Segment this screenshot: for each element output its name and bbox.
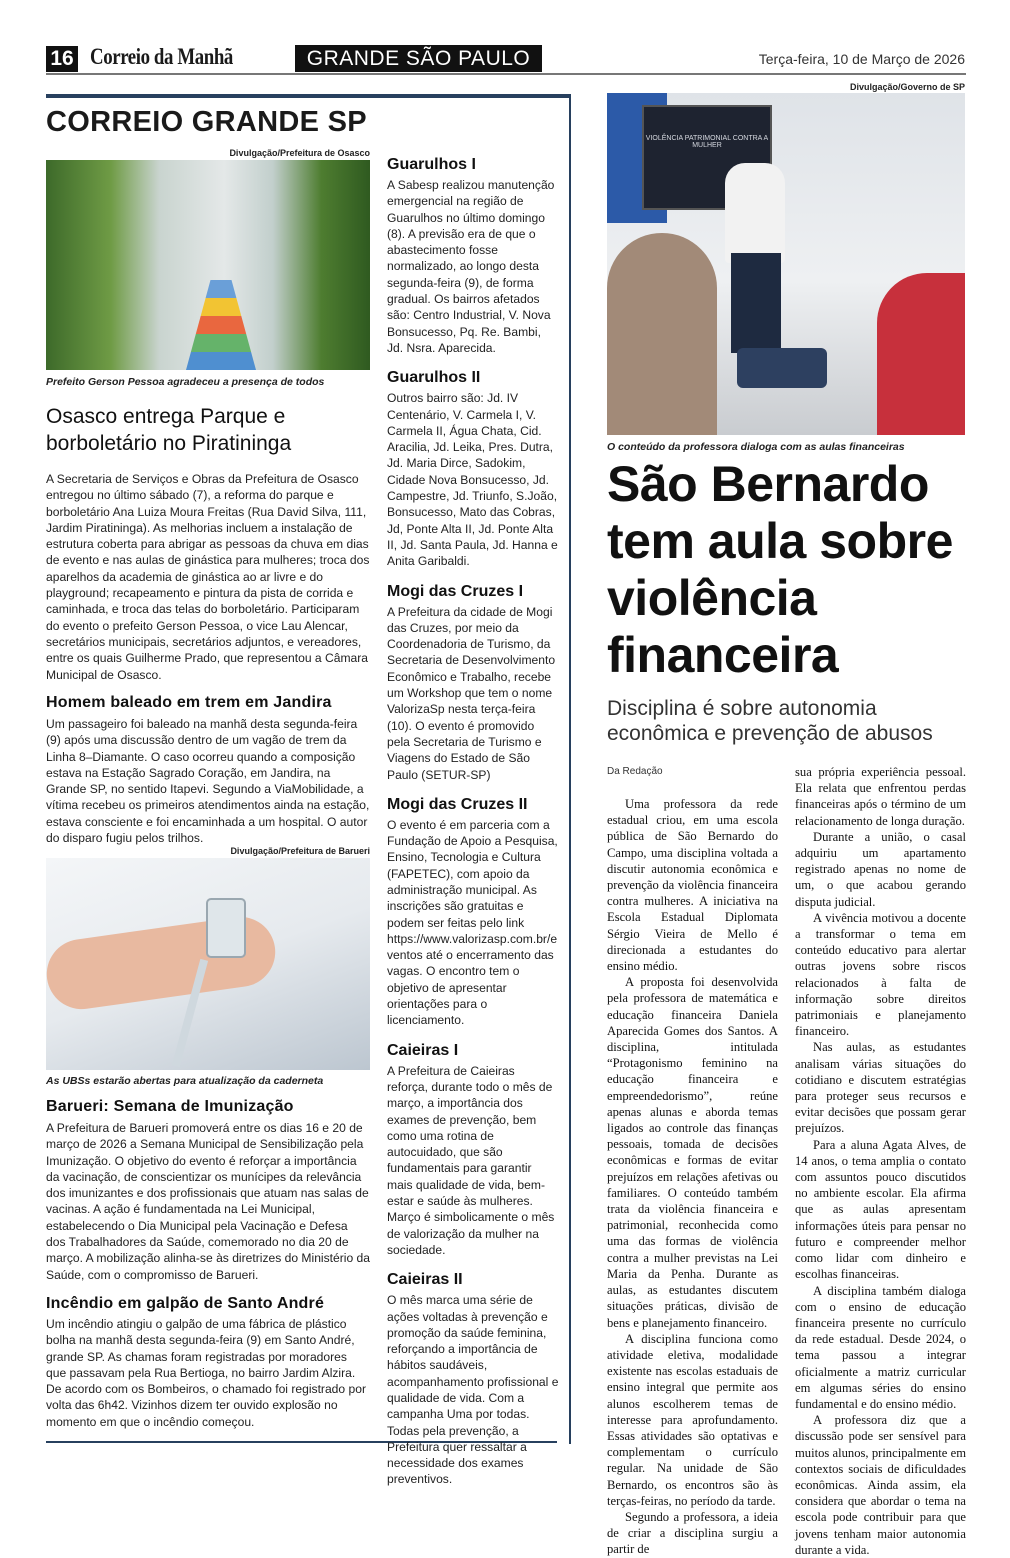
- page-number: 16: [46, 46, 78, 72]
- note-title: Caieiras II: [387, 1271, 463, 1289]
- paragraph: A proposta foi desenvolvida pela professora de matemática e educação financeira Daniela Aparecida Gomes dos Santos. A disciplina, intitulada “Protagonismo feminino na educação financeira e empreendedorismo”, reúne apenas alunas e aborda temas ligados ao controle das finanças pessoais, tomada de decisões econômicas e formas de evitar prejuízos em relações afetivas ou familiares. O conteúdo também trata da violência financeira e patrimonial, reconhecida como uma das formas de violência contra a mulher previstas na Lei Maria da Penha. Durante as aulas, as estudantes discutem situações práticas, divisão de bens e planejamento financeiro.: [607, 975, 778, 1330]
- newspaper-logo: Correio da Manhã: [90, 44, 233, 69]
- paragraph: Uma professora da rede estadual criou, em uma escola pública de São Bernardo do Campo, uma disciplina voltada a discutir autonomia econômica e prevenção da violência financeira contra mulheres. A iniciativa na Escola Estadual Diplomata Sérgio Vieira de Mello é direcionada a estudantes do ensino médio.: [607, 797, 778, 974]
- photo-caption: O conteúdo da professora dialoga com as aulas financeiras: [607, 441, 905, 453]
- paragraph: Para a aluna Agata Alves, de 14 anos, o tema amplia o contato com assuntos pouco discutidos no ambiente escolar. Ela afirma que as aulas apresentam informações úteis para pensar no futuro e compreender melhor como lidar com dinheiro e escolhas financeiras.: [795, 1137, 966, 1282]
- article-body: A Prefeitura de Barueri promoverá entre os dias 16 e 20 de março de 2026 a Semana Municipal de Sensibilização pela Imunização. O objetivo do evento é reforçar a importância da vacinação, de conscientizar os munícipes da relevância dos imunizantes e dos profissionais que atuam nas salas de vacinas. A ação é fundamentada na Lei Municipal, estabelecendo o Dia Municipal pela Vacinação e Defesa dos Trabalhadores da Saúde, comemorado no dia 20 de março. A mobilização alinha-se às diretrizes do Ministério da Saúde, com o compromisso de Barueri.: [46, 1121, 370, 1282]
- main-headline: São Bernardo tem aula sobre violência financeira: [607, 456, 953, 683]
- paragraph: A vivência motivou a docente a transformar o tema em conteúdo educativo para alertar outras jovens sobre riscos relacionados à falta de informação sobre direitos patrimoniais e planejamento financeiro.: [795, 910, 966, 1039]
- paragraph: A disciplina funciona como atividade eletiva, modalidade existente nas escolas estaduais de ensino integral que permite aos alunos escolherem temas de interesse para aprofundamento. Essas atividades são optativas e complementam o currículo regular. Na unidade de São Bernardo, os encontros são às terças-feiras, no período da tarde.: [607, 1331, 778, 1508]
- pencil-case: [737, 348, 827, 388]
- notes-column: [387, 156, 559, 1501]
- note-body: A Sabesp realizou manutenção emergencial na região de Guarulhos no último domingo (8). A previsão era de que o abastecimento fosse normalizado, ao longo desta segunda-feira (9), de forma gradual. Os bairros afetados são: Centro Industrial, V. Nova Bonsucesso, Pq. Re. Bambi, Jd. Nsra. Aparecida.: [387, 178, 555, 355]
- paragraph: Nas aulas, as estudantes analisam várias situações do cotidiano e discutem estratégias para proteger seus recursos e evitar decisões que possam gerar prejuízos.: [795, 1040, 966, 1136]
- note-title: Caieiras I: [387, 1041, 459, 1059]
- photo-credit: Divulgação/Prefeitura de Osasco: [229, 148, 370, 158]
- article-column-1: [607, 796, 778, 1558]
- article-body: Um incêndio atingiu o galpão de uma fábrica de plástico bolha na manhã desta segunda-feira (9) em Santo André, grande SP. As chamas foram registradas por moradores que passavam pela Rua Bertioga, no bairro Jardim Alzira. De acordo com os Bombeiros, o chamado foi registrado por volta das 6h42. Vizinhos dizem ter ouvido explosão no momento em que o incêndio começou.: [46, 1317, 366, 1429]
- article-headline: Incêndio em galpão de Santo André: [46, 1295, 325, 1312]
- photo-credit: Divulgação/Governo de SP: [849, 82, 965, 92]
- box-title: CORREIO GRANDE SP: [46, 106, 367, 138]
- vaccine-photo: [46, 858, 370, 1070]
- photo-caption: As UBSs estarão abertas para atualização da caderneta: [46, 1075, 324, 1087]
- note-title: Guarulhos II: [387, 369, 481, 387]
- article-headline: Barueri: Semana de Imunização: [46, 1098, 294, 1115]
- main-subtitle: Disciplina é sobre autonomia econômica e prevenção de abusos: [607, 697, 933, 745]
- paragraph: A disciplina também dialoga com o ensino de educação financeira presente no currículo da rede estadual. Desde 2024, o tema passou a integrar oficialmente a matriz curricular em algumas séries do ensino fundamental e do ensino médio.: [795, 1283, 966, 1411]
- header-divider: [46, 73, 966, 75]
- student-figure: [877, 273, 965, 435]
- park-photo: [46, 160, 370, 370]
- box-top-rule: [46, 94, 571, 98]
- note-title: Mogi das Cruzes I: [387, 582, 524, 600]
- paragraph: A professora diz que a discussão pode ser sensível para muitos alunos, principalmente em contextos sociais de dificuldades econômicas. Ainda assim, ela considera que abordar o tema na escola pode contribuir para que jovens tenham maior autonomia durante a vida.: [795, 1413, 966, 1557]
- issue-date: Terça-feira, 10 de Março de 2026: [758, 51, 965, 67]
- teacher-figure: [725, 163, 785, 263]
- note-body: O mês marca uma série de ações voltadas à prevenção e promoção da saúde feminina, reforçando a importância de hábitos saudáveis, acompanhamento profissional e qualidade de vida. Com a campanha Uma por todas. Todas pela prevenção, a Prefeitura quer ressaltar a necessidade dos exames preventivos.: [387, 1293, 559, 1487]
- vial-shape: [206, 898, 246, 958]
- article-body: Um passageiro foi baleado na manhã desta segunda-feira (9) após uma discussão dentro de um vagão de trem da Linha 8–Diamante. O caso ocorreu quando a composição estava na Estação Sagrado Coração, em Jandira, na Grande SP, no sentido Itapevi. Segundo a ViaMobilidade, a vítima recebeu os primeiros atendimentos ainda na estação, estava consciente e foi encaminhada a um hospital. O autor do disparo fugiu pelos trilhos.: [46, 717, 370, 846]
- photo-credit: Divulgação/Prefeitura de Barueri: [230, 846, 370, 856]
- paragraph: Segundo a professora, a ideia de criar a disciplina surgiu a partir de: [607, 1509, 778, 1557]
- box-side-rule: [569, 94, 571, 1444]
- paragraph: Durante a união, o casal adquiriu um apartamento registrado apenas no nome de um, o que acabou gerando disputa judicial.: [795, 829, 966, 909]
- slide-text: VIOLÊNCIA PATRIMONIAL CONTRA A MULHER: [645, 135, 769, 149]
- note-body: O evento é em parceria com a Fundação de Apoio a Pesquisa, Ensino, Tecnologia e Cultura (FAPETEC), com apoio da administração municipal. As inscrições são gratuitas e podem ser feitas pelo link https://www.valorizasp.com.br/eventos até o encerramento das vagas. O encontro tem o objetivo de apresentar orientações para o licenciamento.: [387, 817, 558, 1028]
- paragraph: sua própria experiência pessoal. Ela relata que enfrentou perdas financeiras após o término de um relacionamento de longa duração.: [795, 765, 966, 828]
- photo-caption: Prefeito Gerson Pessoa agradeceu a presença de todos: [46, 376, 325, 388]
- note-body: A Prefeitura da cidade de Mogi das Cruzes, por meio da Coordenadoria de Turismo, da Secretaria de Desenvolvimento Econômico e Trabalho, recebe um Workshop que tem o nome ValorizaSp nesta terça-feira (10). O evento é promovido pela Secretaria de Turismo e Viagens do Estado de São Paulo (SETUR-SP): [387, 604, 556, 782]
- article-body: A Secretaria de Serviços e Obras da Prefeitura de Osasco entregou no último sábado (7), a reforma do parque e borboletário Ana Luiza Moura Freitas (Rua David Silva, 111, Jardim Piratininga). As melhorias incluem a instalação de estrutura coberta para abrigar as pessoas da chuva em dias de evento e nas aulas de ginástica para mulheres; troca dos aparelhos da academia de ginástica ao ar livre e do playground; recapeamento e pintura da pista de corrida e caminhada, e troca das telas do borboletário. Participaram do evento o prefeito Gerson Pessoa, o vice Lau Alencar, secretários municipais, secretários adjuntos, e vereadores, entre os quais Guilherme Prado, que representou a Câmara Municipal de Osasco.: [46, 472, 370, 682]
- classroom-photo: [607, 93, 965, 435]
- teacher-skirt: [731, 253, 781, 353]
- note-title: Guarulhos I: [387, 156, 476, 173]
- note-body: Outros bairro são: Jd. IV Centenário, V. Carmela I, V. Carmela II, Água Chata, Cid. Aracilia, Jd. Leika, Pres. Dutra, Jd. Maria Dirce, Sadokim, Cidade Nova Bonsucesso, Jd. Campestre, Jd. Triunfo, S.João, Bonsucesso, Mato das Cobras, Jd, Ponte Alta II, Jd. Ponte Alta II, Jd. Santa Paula, Jd. Hanna e Anita Garibaldi.: [387, 391, 558, 569]
- article-column-2: [795, 764, 966, 1558]
- article-headline: Osasco entrega Parque e borboletário no Piratininga: [46, 405, 292, 455]
- byline: Da Redação: [607, 766, 663, 777]
- article-headline: Homem baleado em trem em Jandira: [46, 694, 332, 711]
- colorful-stairs: [186, 280, 256, 370]
- section-title: GRANDE SÃO PAULO: [295, 45, 542, 72]
- note-title: Mogi das Cruzes II: [387, 795, 528, 813]
- note-body: A Prefeitura de Caieiras reforça, durante todo o mês de março, a importância dos exames de prevenção, bem como uma rotina de autocuidado, que são fundamentais para garantir mais qualidade de vida, bem-estar e saúde às mulheres. Março é simbolicamente o mês de valorização da mulher na sociedade.: [387, 1063, 555, 1257]
- student-figure: [607, 233, 717, 435]
